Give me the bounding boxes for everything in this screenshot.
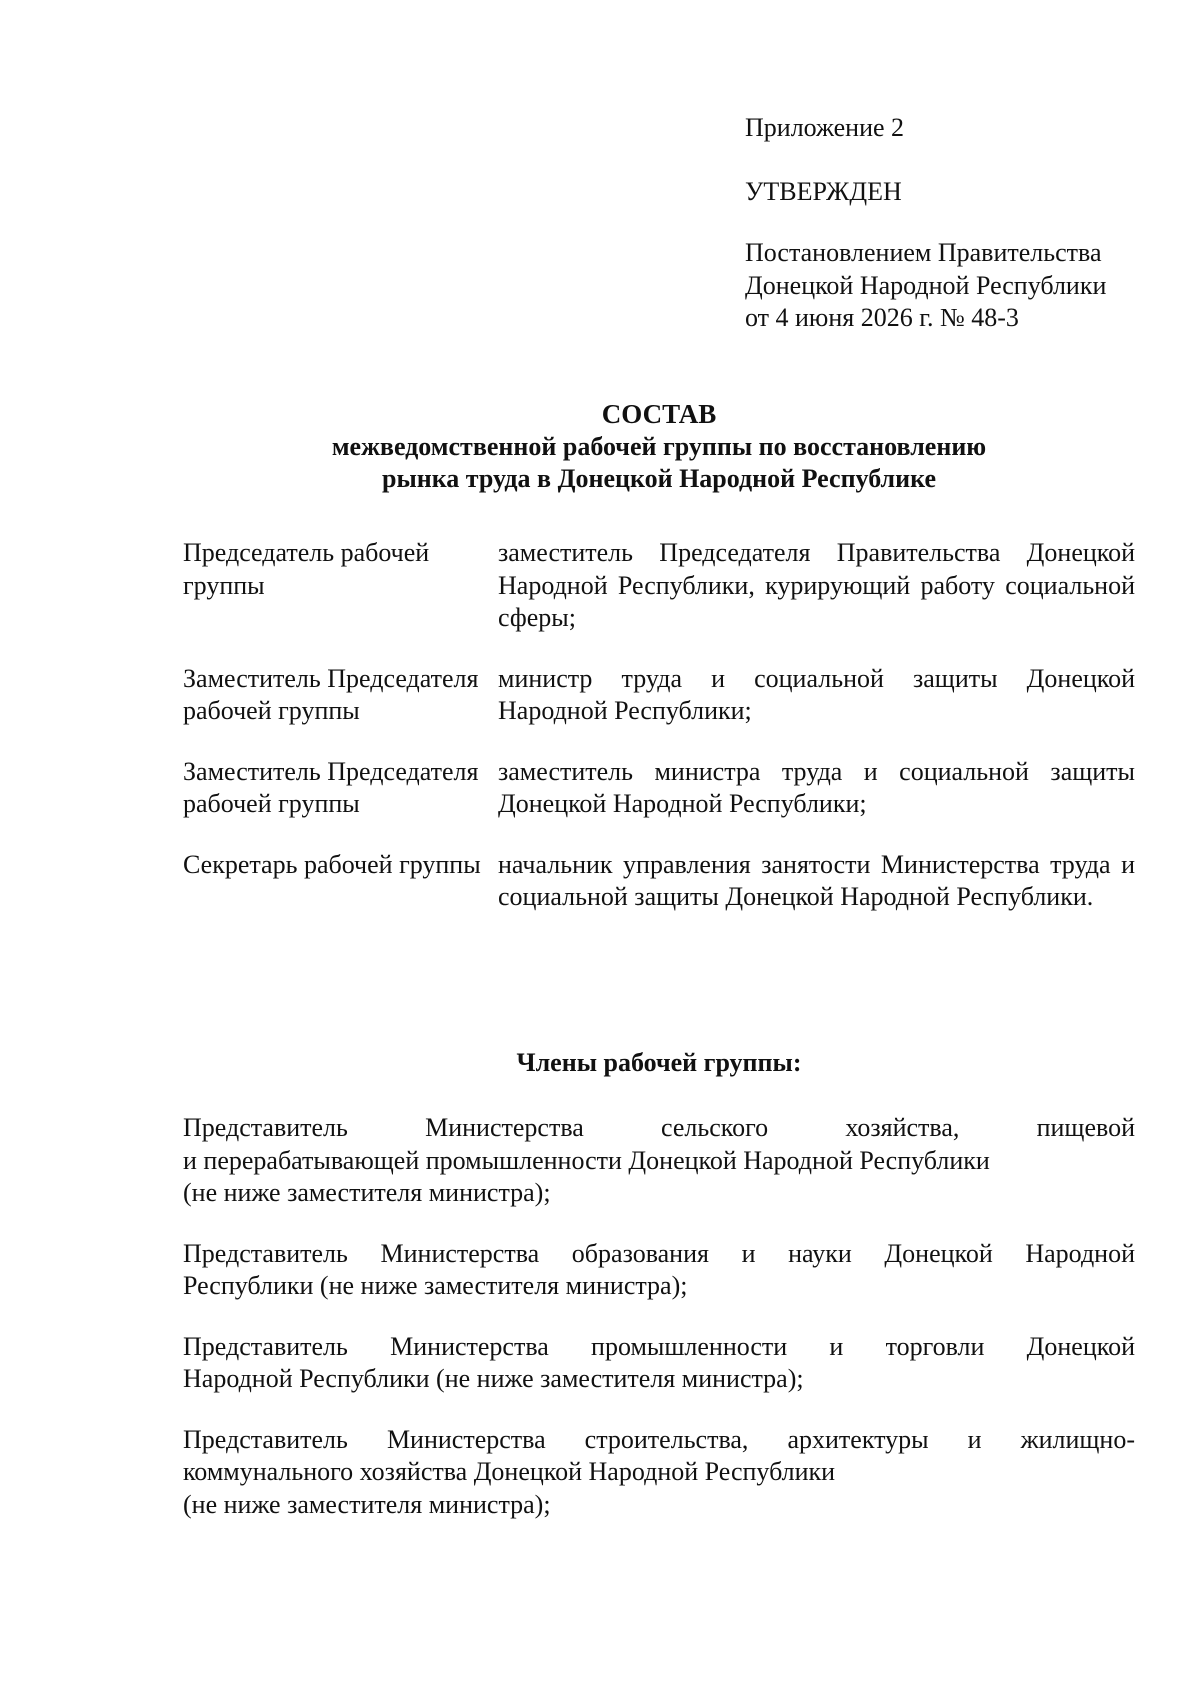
member-line: Представитель Министерства сельского хозяйства, пищевой [183,1113,1135,1142]
role-description: заместитель Председателя Правительства Донецкой Народной Республики, курирующий работу социальной сферы; [498,538,1135,632]
member-item [183,1112,1135,1210]
document-title [180,398,1138,496]
member-line: Республики (не ниже заместителя министра); [183,1271,688,1300]
roles-list [183,537,1135,942]
role-title: Заместитель Председателя рабочей группы [183,663,479,725]
role-row [183,756,1135,821]
decree-reference [745,237,1165,335]
role-title: Председатель рабочей группы [183,538,430,600]
role-description: начальник управления занятости Министерства труда и социальной защиты Донецкой Народной Республики. [498,849,1135,911]
member-item [183,1331,1135,1396]
title-line: рынка труда в Донецкой Народной Республике [381,464,936,493]
role-title: Секретарь рабочей группы [183,849,481,879]
member-line: Народной Республики (не ниже заместителя министра); [183,1364,804,1393]
member-line: (не ниже заместителя министра); [183,1178,551,1207]
approved-label: УТВЕРЖДЕН [745,176,902,206]
member-line: Представитель Министерства строительства, архитектуры и жилищно- [183,1424,1135,1454]
members-list [183,1112,1135,1549]
decree-line: Донецкой Народной Республики [745,270,1107,300]
member-line: коммунального хозяйства Донецкой Народной Республики [183,1457,836,1486]
approval-header [745,112,1165,335]
decree-line: Постановлением Правительства [745,238,1102,267]
role-description: заместитель министра труда и социальной защиты Донецкой Народной Республики; [498,756,1135,818]
role-row [183,537,1135,635]
decree-line: от 4 июня 2026 г. № 48-3 [745,303,1019,332]
title-main: СОСТАВ [601,399,717,429]
member-line: Представитель Министерства образования и науки Донецкой Народной [183,1238,1135,1268]
member-item [183,1424,1135,1522]
member-line: Представитель Министерства промышленности и торговли Донецкой [183,1331,1135,1361]
role-row [183,663,1135,728]
role-description: министр труда и социальной защиты Донецкой Народной Республики; [498,663,1135,725]
member-item [183,1238,1135,1303]
member-line: (не ниже заместителя министра); [183,1489,551,1519]
member-line: и перерабатывающей промышленности Донецкой Народной Республики [183,1145,990,1175]
role-title: Заместитель Председателя рабочей группы [183,756,479,818]
appendix-label: Приложение 2 [745,113,905,142]
members-heading: Члены рабочей группы: [516,1048,802,1077]
title-line: межведомственной рабочей группы по восстановлению [331,431,987,461]
role-row [183,849,1135,914]
